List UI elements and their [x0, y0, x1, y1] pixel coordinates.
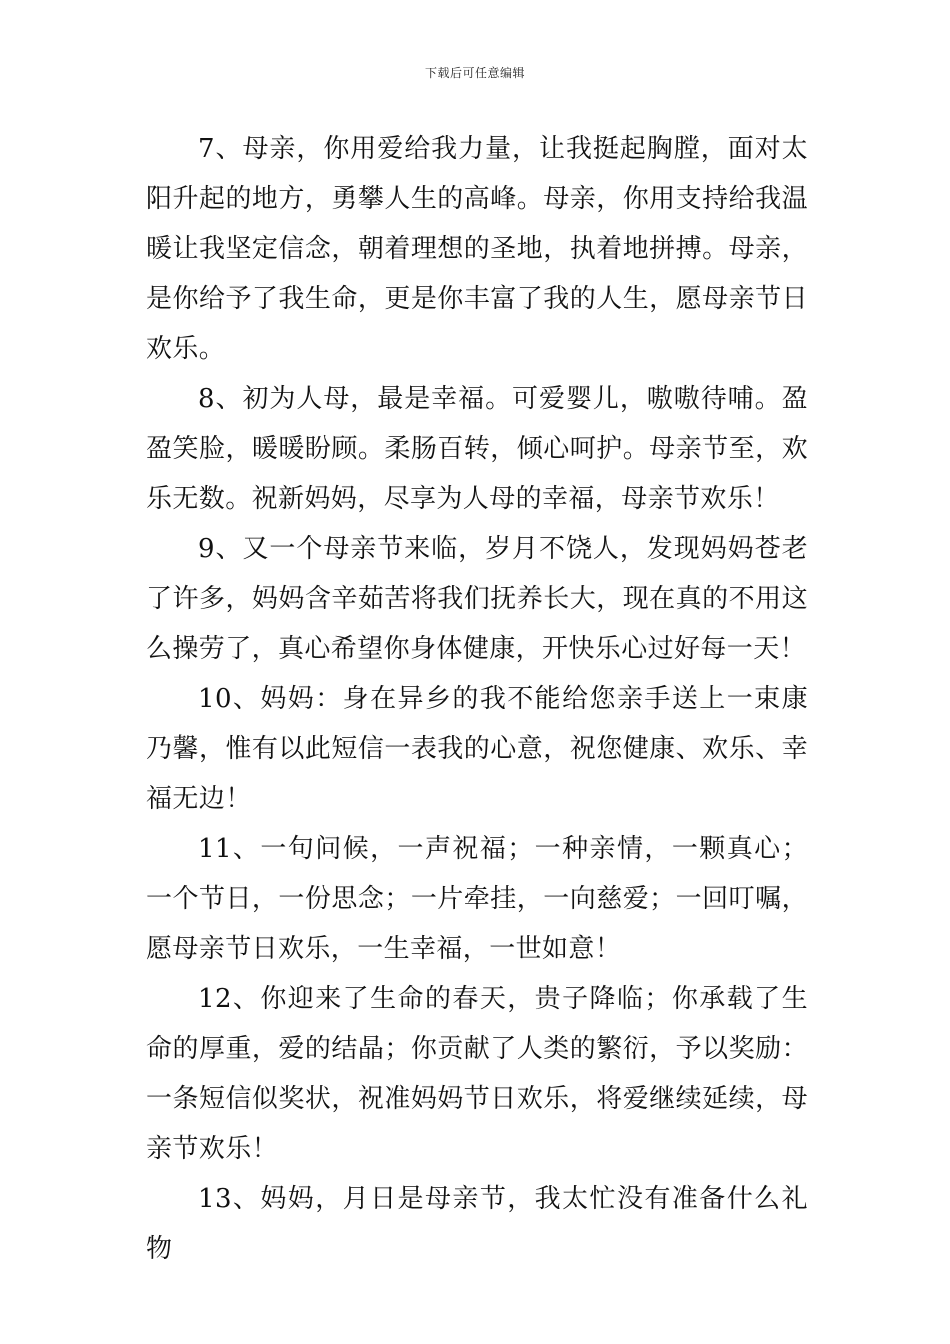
- body-text: [146, 124, 808, 1274]
- paragraph-11: 11、一句问候，一声祝福；一种亲情，一颗真心；一个节日，一份思念；一片牵挂，一向慈爱；一回叮嘱，愿母亲节日欢乐，一生幸福，一世如意！: [146, 834, 808, 964]
- paragraph-7: 7、母亲，你用爱给我力量，让我挺起胸膛，面对太阳升起的地方，勇攀人生的高峰。母亲，你用支持给我温暖让我坚定信念，朝着理想的圣地，执着地拼搏。母亲，是你给予了我生命，更是你丰富了我的人生，愿母亲节日欢乐。: [146, 134, 808, 364]
- paragraph-10: 10、妈妈：身在异乡的我不能给您亲手送上一束康乃馨，惟有以此短信一表我的心意，祝您健康、欢乐、幸福无边！: [146, 684, 808, 814]
- paragraph-13: 13、妈妈，月日是母亲节，我太忙没有准备什么礼物: [146, 1184, 808, 1264]
- paragraph-9: 9、又一个母亲节来临，岁月不饶人，发现妈妈苍老了许多，妈妈含辛茹苦将我们抚养长大，现在真的不用这么操劳了，真心希望你身体健康，开快乐心过好每一天！: [146, 534, 808, 664]
- paragraph-12: 12、你迎来了生命的春天，贵子降临；你承载了生命的厚重，爱的结晶；你贡献了人类的繁衍，予以奖励：一条短信似奖状，祝准妈妈节日欢乐，将爱继续延续，母亲节欢乐！: [146, 984, 808, 1164]
- paragraph-8: 8、初为人母，最是幸福。可爱婴儿，嗷嗷待哺。盈盈笑脸，暖暖盼顾。柔肠百转，倾心呵护。母亲节至，欢乐无数。祝新妈妈，尽享为人母的幸福，母亲节欢乐！: [146, 384, 808, 514]
- header-note: 下载后可任意编辑: [424, 66, 525, 80]
